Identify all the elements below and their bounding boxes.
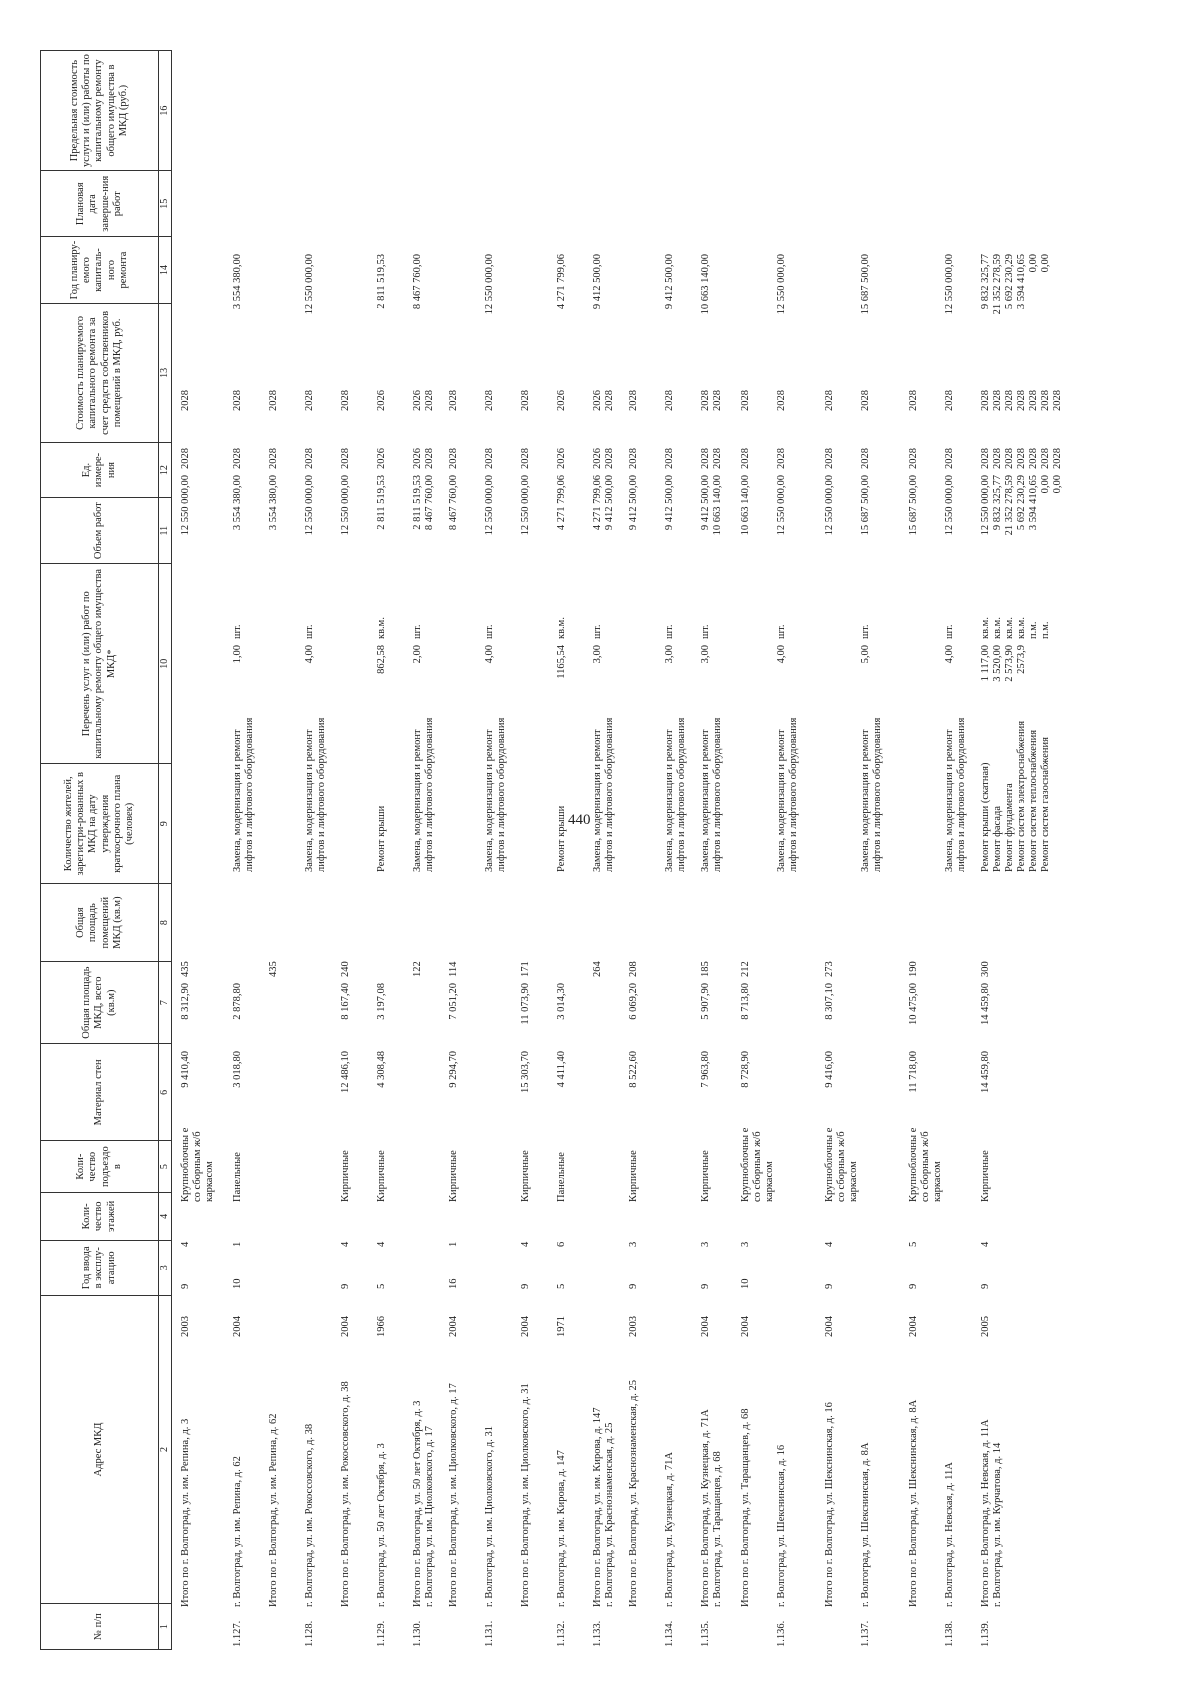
cell-mat: Кирпичные (628, 1150, 639, 1202)
cell-cost: 12 550 000,00 (484, 475, 495, 536)
cell-cost: 9 412 500,00 (664, 475, 675, 531)
cell-d15: 2028 (268, 390, 279, 411)
cell-y14: 2028 (740, 448, 751, 469)
column-header: Коли-чество этажей (41, 1192, 159, 1240)
cell-mat: Панельные (556, 1152, 567, 1202)
cell-s8: 8 312,90 (180, 983, 191, 1020)
cell-y14: 2028 2028 2028 2028 2028 2028 2028 (980, 448, 1064, 469)
cell-cost: 12 550 000,00 (944, 475, 955, 536)
cell-addr: г. Волгоград, ул. им. Кирова, д. 147 (556, 1450, 567, 1607)
table-header (40, 50, 172, 1650)
cell-ppl: 208 (628, 961, 639, 977)
cell-s8: 14 459,80 (980, 983, 991, 1025)
cell-n: 1.129. (376, 1620, 387, 1647)
cell-addr: Итого по г. Волгоград, ул. Кузнецкая, д. 71А г. Волгоград, ул. Таращанцев, д. 68 (700, 1409, 724, 1607)
cell-y14: 2028 (520, 448, 531, 469)
cell-work: Замена, модернизация и ремонт лифтов и лифтового оборудования (664, 717, 688, 872)
column-number: 6 (159, 1044, 172, 1141)
cell-cost: 3 554 380,00 (232, 475, 243, 531)
cell-y14: 2028 (232, 448, 243, 469)
cell-y14: 2028 (304, 448, 315, 469)
cell-vol: 2,00 (412, 645, 423, 664)
column-header: Общая площадь МКД, всего (кв.м) (41, 962, 159, 1044)
cell-year: 1971 (556, 1316, 567, 1337)
cell-lim: 9 412 500,00 (592, 254, 603, 310)
cell-d15: 2028 (448, 390, 459, 411)
column-header: Плановая дата заверше-ния работ (41, 171, 159, 237)
column-header: Общая площадь помещений МКД (кв.м) (41, 884, 159, 962)
cell-mat: Крупноблочны е со сборным ж/б каркасом (180, 1127, 216, 1202)
cell-mat: Кирпичные (376, 1150, 387, 1202)
cell-cost: 15 687 500,00 (908, 475, 919, 536)
cell-fl: 9 (980, 1283, 991, 1289)
cell-addr: Итого по г. Волгоград, ул. им. Репина, д. 3 (180, 1418, 191, 1607)
column-number: 9 (159, 764, 172, 884)
cell-cost: 12 550 000,00 (520, 475, 531, 536)
cell-s8: 10 475,00 (908, 983, 919, 1025)
cell-lim: 12 550 000,00 (944, 254, 955, 315)
cell-d15: 2026 2028 (592, 390, 616, 411)
cell-s7: 9 416,00 (824, 1051, 835, 1088)
cell-ent: 4 (520, 1241, 531, 1247)
cell-year: 2004 (740, 1316, 751, 1337)
cell-y14: 2028 (944, 448, 955, 469)
column-number: 15 (159, 171, 172, 237)
cell-year: 2005 (980, 1316, 991, 1337)
cell-year: 2004 (908, 1316, 919, 1337)
cell-s7: 3 018,80 (232, 1051, 243, 1088)
column-number: 10 (159, 564, 172, 764)
cell-work: Замена, модернизация и ремонт лифтов и лифтового оборудования (944, 717, 968, 872)
cell-work: Ремонт крыши (скатная) Ремонт фасада Ремонт фундамента Ремонт систем электроснабжения Ремонт систем теплоснабжения Ремонт систем газоснабжения (980, 720, 1052, 872)
cell-year: 1966 (376, 1316, 387, 1337)
cell-year: 2004 (824, 1316, 835, 1337)
column-number: 1 (159, 1604, 172, 1650)
cell-work: Замена, модернизация и ремонт лифтов и лифтового оборудования (304, 717, 328, 872)
cell-y14: 2026 (376, 448, 387, 469)
cell-s8: 3 014,30 (556, 983, 567, 1020)
cell-n: 1.134. (664, 1620, 675, 1647)
cell-ppl: 122 (412, 961, 423, 977)
cell-fl: 10 (740, 1278, 751, 1289)
cell-y14: 2028 (776, 448, 787, 469)
cell-vol: 1165,54 (556, 645, 567, 679)
cell-cost: 2 811 519,53 (376, 475, 387, 530)
cell-work: Ремонт крыши (376, 805, 387, 872)
column-header: Ед. измере-ния (41, 443, 159, 498)
cell-lim: 3 554 380,00 (232, 254, 243, 310)
cell-unit: шт. (484, 624, 495, 639)
cell-n: 1.135. (700, 1620, 711, 1647)
column-number: 11 (159, 497, 172, 563)
cell-unit: шт. (944, 624, 955, 639)
cell-mat: Кирпичные (980, 1150, 991, 1202)
cell-s8: 11 073,90 (520, 983, 531, 1025)
cell-d15: 2028 (664, 390, 675, 411)
cell-ppl: 190 (908, 961, 919, 977)
cell-fl: 9 (628, 1283, 639, 1289)
cell-year: 2003 (180, 1316, 191, 1337)
cell-fl: 16 (448, 1278, 459, 1289)
cell-mat: Кирпичные (340, 1150, 351, 1202)
cell-ppl: 212 (740, 961, 751, 977)
cell-d15: 2028 (776, 390, 787, 411)
cell-cost: 3 554 380,00 (268, 475, 279, 531)
cell-cost: 15 687 500,00 (860, 475, 871, 536)
cell-lim: 2 811 519,53 (376, 254, 387, 309)
cell-n: 1.133. (592, 1620, 603, 1647)
cell-s8: 7 051,20 (448, 983, 459, 1020)
cell-lim: 8 467 760,00 (412, 254, 423, 310)
cell-year: 2004 (448, 1316, 459, 1337)
cell-d15: 2028 (628, 390, 639, 411)
cell-vol: 3,00 (664, 645, 675, 664)
cell-s8: 3 197,08 (376, 983, 387, 1020)
cell-addr: Итого по г. Волгоград, ул. Невская, д. 11А г. Волгоград, ул. им. Курчатова, д. 14 (980, 1419, 1004, 1607)
cell-mat: Крупноблочны е со сборным ж/б каркасом (740, 1127, 776, 1202)
cell-unit: шт. (232, 624, 243, 639)
cell-work: Замена, модернизация и ремонт лифтов и лифтового оборудования (592, 717, 616, 872)
cell-s8: 6 069,20 (628, 983, 639, 1020)
column-number: 16 (159, 51, 172, 171)
cell-s7: 7 963,80 (700, 1051, 711, 1088)
column-header: Материал стен (41, 1044, 159, 1141)
cell-lim: 10 663 140,00 (700, 254, 711, 315)
cell-y14: 2028 (484, 448, 495, 469)
cell-lim: 12 550 000,00 (484, 254, 495, 315)
cell-y14: 2028 (628, 448, 639, 469)
cell-ent: 4 (824, 1241, 835, 1247)
cell-n: 1.136. (776, 1620, 787, 1647)
table-body (180, 50, 1190, 1650)
cell-n: 1.127. (232, 1620, 243, 1647)
column-header: Перечень услуг и (или) работ по капитальному ремонту общего имущества МКД* (41, 564, 159, 764)
cell-n: 1.132. (556, 1620, 567, 1647)
column-header: Объем работ (41, 497, 159, 563)
cell-work: Замена, модернизация и ремонт лифтов и лифтового оборудования (776, 717, 800, 872)
cell-cost: 2 811 519,53 8 467 760,00 (412, 475, 436, 531)
cell-cost: 9 412 500,00 10 663 140,00 (700, 475, 724, 536)
cell-ent: 3 (740, 1241, 751, 1247)
cell-unit: кв.м. (556, 617, 567, 639)
cell-year: 2004 (340, 1316, 351, 1337)
cell-y14: 2026 2028 (412, 448, 436, 469)
cell-mat: Панельные (232, 1152, 243, 1202)
column-header: Год ввода в эксплу-атацию (41, 1240, 159, 1295)
cell-s7: 9 294,70 (448, 1051, 459, 1088)
cell-ent: 4 (340, 1241, 351, 1247)
cell-addr: Итого по г. Волгоград, ул. им. Циолковского, д. 31 (520, 1383, 531, 1607)
rotated-table (40, 50, 1190, 1650)
cell-fl: 9 (520, 1283, 531, 1289)
cell-year: 2004 (232, 1316, 243, 1337)
cell-d15: 2028 (908, 390, 919, 411)
column-header: Количество жителей, зарегистри-рованных в МКД на дату утверждения краткосрочного плана (человек) (41, 764, 159, 884)
column-header: Год планиру-емого капиталь-ного ремонта (41, 237, 159, 303)
cell-work: Замена, модернизация и ремонт лифтов и лифтового оборудования (860, 717, 884, 872)
cell-ppl: 300 (980, 961, 991, 977)
cell-work: Замена, модернизация и ремонт лифтов и лифтового оборудования (412, 717, 436, 872)
cell-addr: Итого по г. Волгоград, ул. им. Рокоссовского, д. 38 (340, 1381, 351, 1607)
cell-vol: 4,00 (776, 645, 787, 664)
cell-d15: 2028 (232, 390, 243, 411)
cell-s7: 8 522,60 (628, 1051, 639, 1088)
cell-d15: 2028 2028 (700, 390, 724, 411)
cell-d15: 2028 (304, 390, 315, 411)
cell-fl: 9 (700, 1283, 711, 1289)
cell-ent: 1 (448, 1241, 459, 1247)
cell-y14: 2028 2028 (700, 448, 724, 469)
cell-work: Замена, модернизация и ремонт лифтов и лифтового оборудования (232, 717, 256, 872)
column-number: 7 (159, 962, 172, 1044)
cell-addr: г. Волгоград, ул. им. Циолковского, д. 31 (484, 1425, 495, 1607)
cell-y14: 2028 (860, 448, 871, 469)
cell-y14: 2026 2028 (592, 448, 616, 469)
cell-ent: 3 (700, 1241, 711, 1247)
cell-cost: 9 412 500,00 (628, 475, 639, 531)
cell-cost: 4 271 799,06 (556, 475, 567, 531)
cell-addr: г. Волгоград, ул. им. Репина, д. 62 (232, 1456, 243, 1607)
cell-ent: 4 (980, 1241, 991, 1247)
cell-addr: г. Волгоград, ул. Шекснинская, д. 16 (776, 1444, 787, 1607)
column-header: Предельная стоимость услуги и (или) работы по капитальному ремонту общего имущества в МКД (руб.) (41, 51, 159, 171)
page-number: 440 (568, 812, 591, 828)
cell-ppl: 435 (180, 961, 191, 977)
cell-ent: 4 (180, 1241, 191, 1247)
cell-ppl: 273 (824, 961, 835, 977)
cell-d15: 2028 (944, 390, 955, 411)
cell-cost: 12 550 000,00 9 832 325,77 21 352 278,59 5 692 230,29 3 594 410,65 0,00 0,00 (980, 475, 1064, 536)
cell-s8: 8 167,40 (340, 983, 351, 1020)
cell-y14: 2028 (824, 448, 835, 469)
cell-ppl: 240 (340, 961, 351, 977)
cell-addr: г. Волгоград, ул. Невская, д. 11А (944, 1462, 955, 1607)
cell-addr: г. Волгоград, ул. Шекснинская, д. 8А (860, 1442, 871, 1607)
cell-ppl: 435 (268, 961, 279, 977)
column-number: 2 (159, 1295, 172, 1604)
cell-s8: 8 307,10 (824, 983, 835, 1020)
column-number: 14 (159, 237, 172, 303)
cell-year: 2004 (700, 1316, 711, 1337)
cell-ppl: 264 (592, 961, 603, 977)
cell-y14: 2028 (340, 448, 351, 469)
column-number: 8 (159, 884, 172, 962)
cell-addr: Итого по г. Волгоград, ул. Краснознаменская, д. 25 (628, 1379, 639, 1607)
cell-unit: шт. (412, 624, 423, 639)
column-number: 3 (159, 1240, 172, 1295)
cell-addr: Итого по г. Волгоград, ул. Шекснинская, д. 8А (908, 1399, 919, 1607)
cell-vol: 1 117,00 3 520,00 2 573,90 2573,9 (980, 645, 1028, 682)
cell-vol: 4,00 (944, 645, 955, 664)
column-number: 4 (159, 1192, 172, 1240)
cell-cost: 10 663 140,00 (740, 475, 751, 536)
cell-cost: 12 550 000,00 (340, 475, 351, 536)
column-header: № п/п (41, 1604, 159, 1650)
cell-y14: 2026 (556, 448, 567, 469)
cell-ppl: 114 (448, 961, 459, 977)
cell-vol: 1,00 (232, 645, 243, 664)
cell-s8: 8 713,80 (740, 983, 751, 1020)
cell-d15: 2028 (484, 390, 495, 411)
cell-d15: 2028 (824, 390, 835, 411)
cell-addr: Итого по г. Волгоград, ул. им. Репина, д. 62 (268, 1413, 279, 1607)
cell-vol: 862,58 (376, 645, 387, 674)
cell-vol: 3,00 (592, 645, 603, 664)
cell-n: 1.131. (484, 1620, 495, 1647)
cell-n: 1.137. (860, 1620, 871, 1647)
cell-unit: кв.м. кв.м. кв.м. кв.м. п.м. п.м. (980, 617, 1052, 639)
cell-fl: 9 (180, 1283, 191, 1289)
cell-addr: Итого по г. Волгоград, ул. им. Циолковского, д. 17 (448, 1383, 459, 1607)
cell-s7: 12 486,10 (340, 1051, 351, 1093)
cell-s7: 15 303,70 (520, 1051, 531, 1093)
cell-mat: Кирпичные (520, 1150, 531, 1202)
cell-s7: 4 411,40 (556, 1051, 567, 1088)
cell-lim: 12 550 000,00 (304, 254, 315, 315)
cell-d15: 2028 (180, 390, 191, 411)
cell-fl: 5 (376, 1283, 387, 1289)
cell-y14: 2028 (180, 448, 191, 469)
cell-unit: шт. (304, 624, 315, 639)
cell-ent: 3 (628, 1241, 639, 1247)
cell-s7: 11 718,00 (908, 1051, 919, 1093)
cell-d15: 2026 2028 (412, 390, 436, 411)
cell-s8: 5 907,90 (700, 983, 711, 1020)
cell-unit: кв.м. (376, 617, 387, 639)
cell-addr: Итого по г. Волгоград, ул. Шекснинская, д. 16 (824, 1402, 835, 1607)
cell-work: Замена, модернизация и ремонт лифтов и лифтового оборудования (700, 717, 724, 872)
column-header: Адрес МКД (41, 1295, 159, 1604)
cell-d15: 2028 2028 2028 2028 2028 2028 2028 (980, 390, 1064, 411)
cell-lim: 12 550 000,00 (776, 254, 787, 315)
cell-s7: 8 728,90 (740, 1051, 751, 1088)
cell-mat: Крупноблочны е со сборным ж/б каркасом (908, 1127, 944, 1202)
cell-fl: 9 (908, 1283, 919, 1289)
cell-cost: 12 550 000,00 (824, 475, 835, 536)
cell-unit: шт. (700, 624, 711, 639)
cell-ppl: 185 (700, 961, 711, 977)
cell-s7: 4 308,48 (376, 1051, 387, 1088)
cell-lim: 9 412 500,00 (664, 254, 675, 310)
cell-addr: Итого по г. Волгоград, ул. Таращанцев, д. 68 (740, 1408, 751, 1607)
cell-vol: 3,00 (700, 645, 711, 664)
cell-unit: шт. (664, 624, 675, 639)
cell-unit: шт. (592, 624, 603, 639)
cell-unit: шт. (776, 624, 787, 639)
cell-vol: 4,00 (304, 645, 315, 664)
cell-work: Замена, модернизация и ремонт лифтов и лифтового оборудования (484, 717, 508, 872)
cell-ent: 5 (908, 1241, 919, 1247)
column-number: 13 (159, 303, 172, 442)
cell-addr: г. Волгоград, ул. им. Рокоссовского, д. 38 (304, 1423, 315, 1607)
cell-addr: Итого по г. Волгоград, ул. им. Кирова, д. 147 г. Волгоград, ул. Краснознаменская, д. 25 (592, 1407, 616, 1607)
cell-addr: Итого по г. Волгоград, ул. 50 лет Октября, д. 3 г. Волгоград, ул. им. Циолковского, д. 17 (412, 1400, 436, 1607)
column-number: 12 (159, 443, 172, 498)
cell-y14: 2028 (268, 448, 279, 469)
cell-work: Ремонт крыши (556, 805, 567, 872)
cell-n: 1.139. (980, 1620, 991, 1647)
cell-ppl: 171 (520, 961, 531, 977)
column-header: Стоимость планируемого капитального ремонта за счет средств собственников помещений в МКД, руб. (41, 303, 159, 442)
cell-mat: Кирпичные (700, 1150, 711, 1202)
cell-fl: 9 (824, 1283, 835, 1289)
cell-d15: 2028 (860, 390, 871, 411)
cell-fl: 9 (340, 1283, 351, 1289)
cell-addr: г. Волгоград, ул. 50 лет Октября, д. 3 (376, 1443, 387, 1607)
cell-cost: 12 550 000,00 (180, 475, 191, 536)
cell-addr: г. Волгоград, ул. Кузнецкая, д. 71А (664, 1452, 675, 1607)
cell-ent: 1 (232, 1241, 243, 1247)
cell-ent: 6 (556, 1241, 567, 1247)
cell-vol: 5,00 (860, 645, 871, 664)
cell-cost: 12 550 000,00 (304, 475, 315, 536)
cell-y14: 2028 (448, 448, 459, 469)
cell-unit: шт. (860, 624, 871, 639)
column-header: Коли-чество подъездо в (41, 1141, 159, 1192)
column-number: 5 (159, 1141, 172, 1192)
cell-mat: Кирпичные (448, 1150, 459, 1202)
cell-s8: 2 878,80 (232, 983, 243, 1020)
cell-d15: 2026 (556, 390, 567, 411)
cell-d15: 2028 (340, 390, 351, 411)
cell-fl: 10 (232, 1278, 243, 1289)
cell-year: 2003 (628, 1316, 639, 1337)
cell-lim: 9 832 325,77 21 352 278,59 5 692 230,29 3 594 410,65 0,00 0,00 (980, 254, 1052, 315)
cell-d15: 2026 (376, 390, 387, 411)
cell-year: 2004 (520, 1316, 531, 1337)
cell-s7: 9 410,40 (180, 1051, 191, 1088)
cell-d15: 2028 (520, 390, 531, 411)
cell-n: 1.130. (412, 1620, 423, 1647)
cell-n: 1.128. (304, 1620, 315, 1647)
cell-y14: 2028 (908, 448, 919, 469)
cell-lim: 15 687 500,00 (860, 254, 871, 315)
cell-mat: Крупноблочны е со сборным ж/б каркасом (824, 1127, 860, 1202)
cell-d15: 2028 (740, 390, 751, 411)
cell-lim: 4 271 799,06 (556, 254, 567, 310)
cell-ent: 4 (376, 1241, 387, 1247)
cell-vol: 4,00 (484, 645, 495, 664)
cell-cost: 12 550 000,00 (776, 475, 787, 536)
cell-fl: 5 (556, 1283, 567, 1289)
cell-y14: 2028 (664, 448, 675, 469)
cell-cost: 8 467 760,00 (448, 475, 459, 531)
cell-cost: 4 271 799,06 9 412 500,00 (592, 475, 616, 531)
cell-n: 1.138. (944, 1620, 955, 1647)
cell-s7: 14 459,80 (980, 1051, 991, 1093)
